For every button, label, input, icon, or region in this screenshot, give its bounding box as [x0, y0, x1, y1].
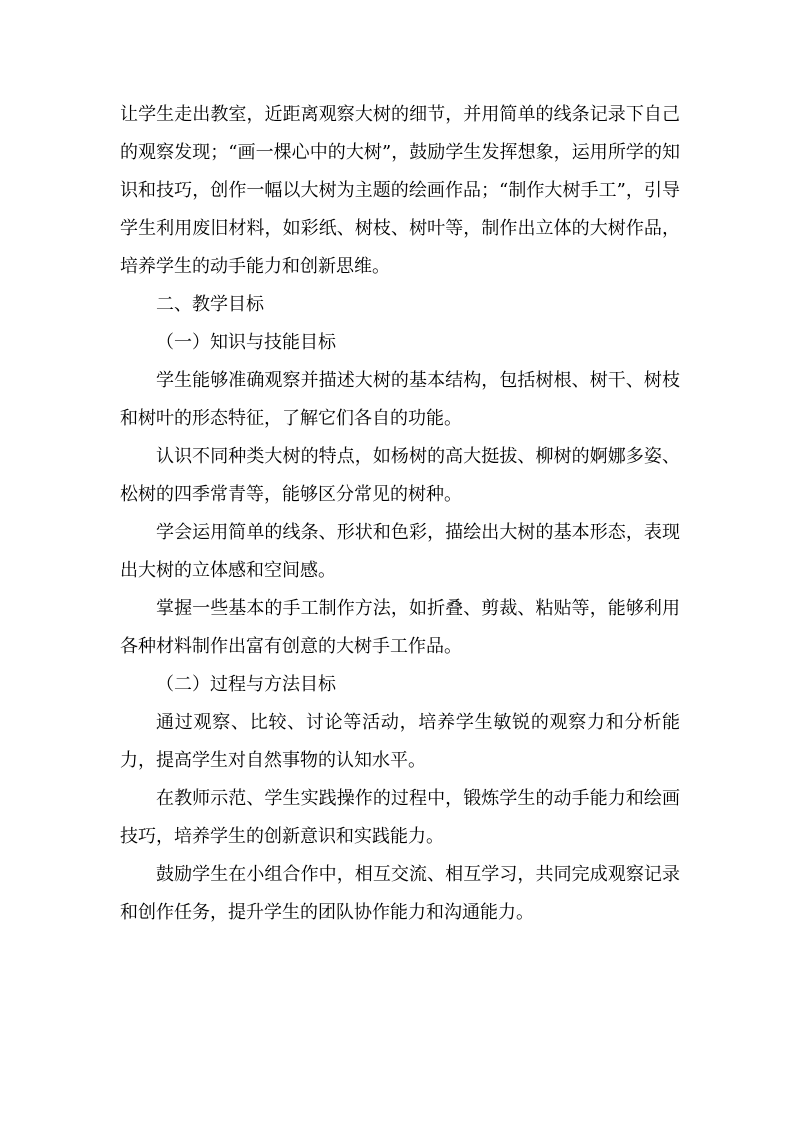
- paragraph-observation-analysis: 通过观察、比较、讨论等活动，培养学生敏锐的观察力和分析能力，提高学生对自然事物的认知水平。: [120, 712, 680, 771]
- document-body: [120, 96, 680, 932]
- paragraph-intro-continued: 让学生走出教室，近距离观察大树的细节，并用简单的线条记录下自己的观察发现；“画一棵心中的大树”，鼓励学生发挥想象，运用所学的知识和技巧，创作一幅以大树为主题的绘画作品；“制作大树手工”，引导学生利用废旧材料，如彩纸、树枝、树叶等，制作出立体的大树作品，培养学生的动手能力和创新思维。: [120, 104, 680, 277]
- subsection-heading-process-methods: （二）过程与方法目标: [156, 674, 336, 695]
- paragraph-drawing-skills: 学会运用简单的线条、形状和色彩，描绘出大树的基本形态，表现出大树的立体感和空间感。: [120, 522, 680, 581]
- paragraph-tree-structure: 学生能够准确观察并描述大树的基本结构，包括树根、树干、树枝和树叶的形态特征，了解它们各自的功能。: [120, 370, 680, 429]
- paragraph-tree-species: 认识不同种类大树的特点，如杨树的高大挺拔、柳树的婀娜多姿、松树的四季常青等，能够区分常见的树种。: [120, 446, 680, 505]
- section-heading-teaching-goals: 二、教学目标: [156, 294, 264, 315]
- paragraph-handcraft-methods: 掌握一些基本的手工制作方法，如折叠、剪裁、粘贴等，能够利用各种材料制作出富有创意的大树手工作品。: [120, 598, 680, 657]
- subsection-heading-knowledge-skills: （一）知识与技能目标: [156, 332, 336, 353]
- paragraph-practice-creativity: 在教师示范、学生实践操作的过程中，锻炼学生的动手能力和绘画技巧，培养学生的创新意识和实践能力。: [120, 788, 680, 847]
- paragraph-teamwork: 鼓励学生在小组合作中，相互交流、相互学习，共同完成观察记录和创作任务，提升学生的团队协作能力和沟通能力。: [120, 864, 680, 923]
